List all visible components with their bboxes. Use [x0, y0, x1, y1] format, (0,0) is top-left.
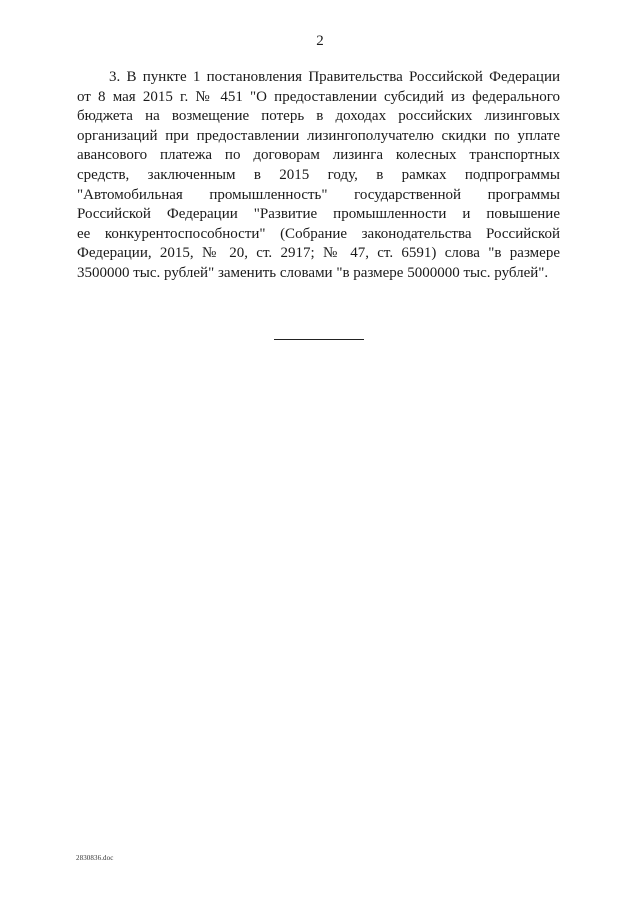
paragraph-line: Федерации, 2015, № 20, ст. 2917; № 47, ст. 6591) слова "в размере [77, 245, 560, 262]
page-number: 2 [316, 33, 324, 49]
paragraph-line: бюджета на возмещение потерь в доходах российских лизинговых [77, 108, 560, 125]
file-reference: 2830836.doc [76, 854, 114, 862]
paragraph-line: 3500000 тыс. рублей" заменить словами "в размере 5000000 тыс. рублей". [77, 264, 549, 281]
amendment-paragraph [77, 68, 560, 284]
paragraph-line: ее конкурентоспособности" (Собрание законодательства Российской [77, 225, 560, 242]
paragraph-line: 3. В пункте 1 постановления Правительства Российской Федерации [109, 69, 560, 85]
end-separator-line [274, 339, 364, 340]
paragraph-line: от 8 мая 2015 г. № 451 "О предоставлении субсидий из федерального [77, 88, 560, 105]
paragraph-line: авансового платежа по договорам лизинга колесных транспортных [77, 147, 560, 164]
paragraph-line: средств, заключенным в 2015 году, в рамках подпрограммы [77, 166, 560, 183]
paragraph-line: "Автомобильная промышленность" государственной программы [77, 186, 560, 203]
paragraph-line: Российской Федерации "Развитие промышленности и повышение [77, 206, 560, 223]
paragraph-line: организаций при предоставлении лизингополучателю скидки по уплате [77, 127, 560, 144]
